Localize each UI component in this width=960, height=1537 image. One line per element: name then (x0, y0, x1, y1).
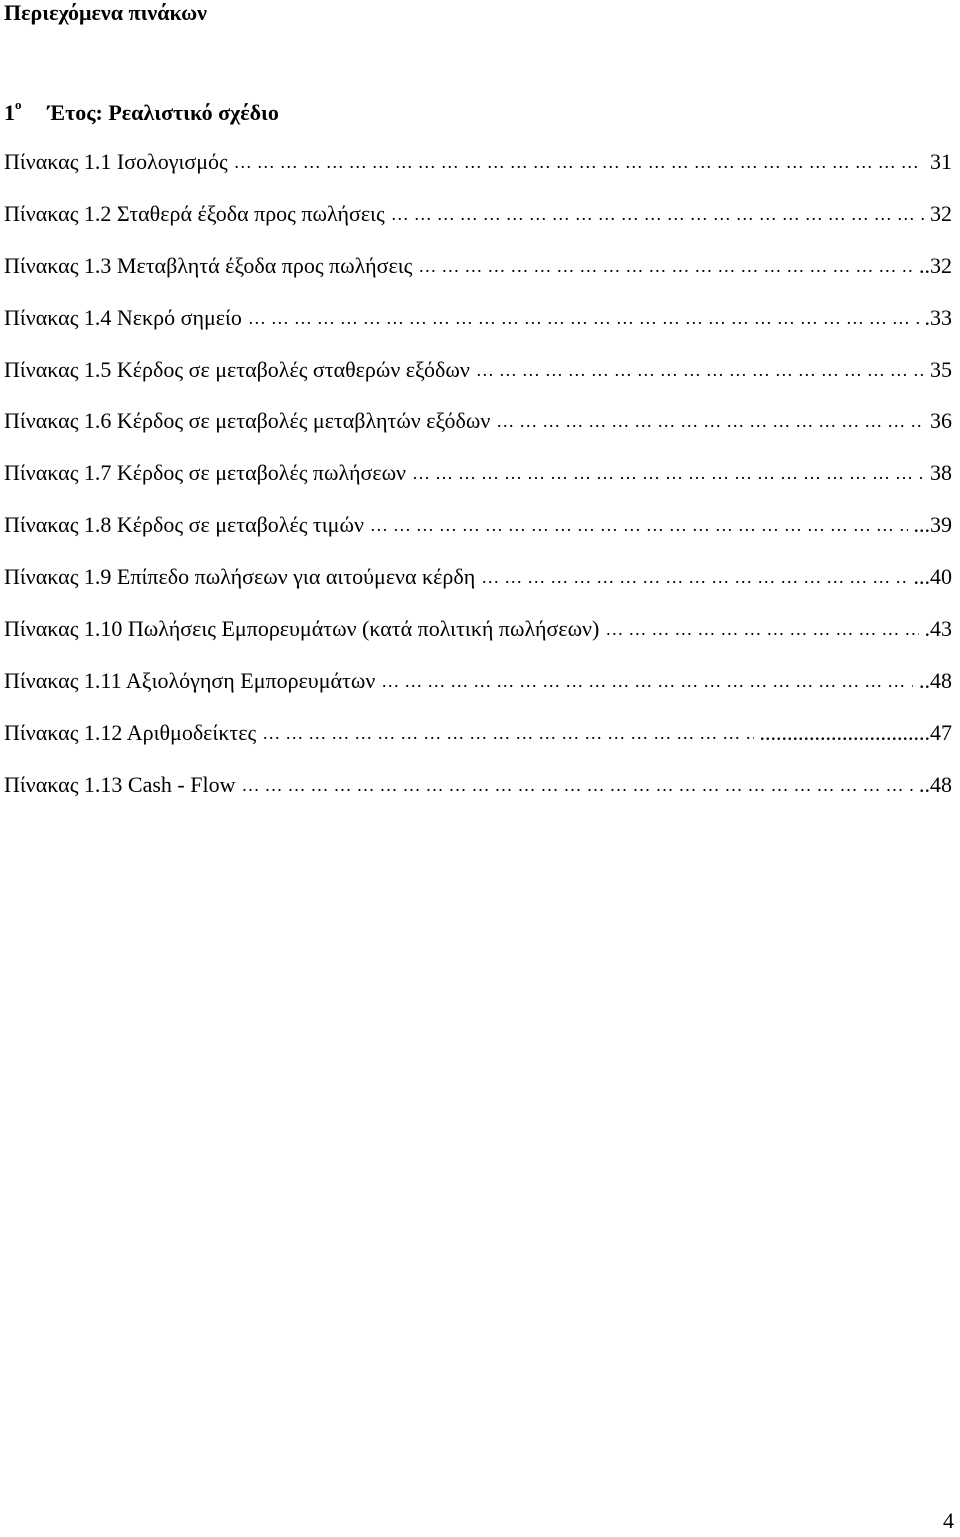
toc-entry-label: Πίνακας 1.7 Κέρδος σε μεταβολές πωλήσεων (4, 460, 406, 486)
toc-entry-label: Πίνακας 1.11 Αξιολόγηση Εμπορευμάτων (4, 667, 376, 693)
toc-entry-page: 35 (930, 356, 952, 382)
toc-entry-page: ...............................47 (759, 719, 952, 745)
toc-entry-page: ..48 (919, 667, 952, 693)
toc-entry[interactable] (4, 718, 952, 770)
toc-entry-label: Πίνακας 1.10 Πωλήσεις Εμπορευμάτων (κατά πολιτική πωλήσεων) (4, 616, 600, 642)
section-heading (4, 98, 279, 128)
toc-dot-leader (476, 355, 924, 385)
toc-entry-label: Πίνακας 1.6 Κέρδος σε μεταβολές μεταβλητών εξόδων (4, 408, 491, 434)
toc-entry-page: 32 (930, 200, 952, 226)
toc-entry-page: ...40 (913, 564, 952, 590)
toc-entry-page: 36 (930, 408, 952, 434)
toc-dot-leader (234, 147, 924, 177)
toc-entry-label: Πίνακας 1.5 Κέρδος σε μεταβολές σταθερών εξόδων (4, 356, 470, 382)
toc-entry[interactable] (4, 406, 952, 458)
toc-entry-label: Πίνακας 1.2 Σταθερά έξοδα προς πωλήσεις (4, 200, 385, 226)
section-ordinal-superscript: ο (15, 96, 22, 112)
toc-entry[interactable] (4, 770, 952, 822)
toc-dot-leader (496, 406, 924, 436)
toc-entry-label: Πίνακας 1.3 Μεταβλητά έξοδα προς πωλήσεις (4, 252, 413, 278)
toc-dot-leader (248, 303, 919, 333)
toc-entry[interactable] (4, 562, 952, 614)
toc-entry-label: Πίνακας 1.8 Κέρδος σε μεταβολές τιμών (4, 512, 364, 538)
toc-dot-leader (418, 251, 913, 281)
toc-entry[interactable] (4, 147, 952, 199)
toc-dot-leader (241, 770, 913, 800)
toc-dot-leader (412, 458, 924, 488)
toc-entry-page: .33 (924, 304, 952, 330)
toc-dot-leader (605, 614, 918, 644)
toc-dot-leader (381, 666, 913, 696)
toc-entry-page: 31 (930, 149, 952, 174)
toc-entry-page: 38 (930, 460, 952, 486)
toc-entry[interactable] (4, 199, 952, 251)
toc-entry-page: ...39 (913, 512, 952, 538)
table-of-contents (4, 147, 952, 822)
toc-dot-leader (481, 562, 907, 592)
toc-entry-page: .43 (924, 616, 952, 642)
toc-entry[interactable] (4, 251, 952, 303)
page-title: Περιεχόμενα πινάκων (4, 0, 207, 25)
toc-entry-label: Πίνακας 1.4 Νεκρό σημείο (4, 304, 242, 330)
toc-entry-label: Πίνακας 1.1 Ισολογισμός (4, 149, 228, 174)
section-label: Έτος: Ρεαλιστικό σχέδιο (47, 100, 279, 125)
toc-entry-label: Πίνακας 1.13 Cash - Flow (4, 771, 236, 797)
toc-entry-label: Πίνακας 1.9 Επίπεδο πωλήσεων για αιτούμενα κέρδη (4, 564, 476, 590)
toc-entry-page: ..48 (919, 771, 952, 797)
toc-entry-page: ..32 (919, 252, 952, 278)
toc-dot-leader (370, 510, 908, 540)
toc-entry[interactable] (4, 355, 952, 407)
toc-dot-leader (262, 718, 753, 748)
toc-entry[interactable] (4, 303, 952, 355)
toc-entry[interactable] (4, 510, 952, 562)
page-number: 4 (943, 1508, 954, 1533)
section-number: 1 (4, 100, 15, 125)
toc-entry[interactable] (4, 666, 952, 718)
toc-entry-label: Πίνακας 1.12 Αριθμοδείκτες (4, 719, 257, 745)
toc-entry[interactable] (4, 458, 952, 510)
toc-entry[interactable] (4, 614, 952, 666)
toc-dot-leader (391, 199, 924, 229)
